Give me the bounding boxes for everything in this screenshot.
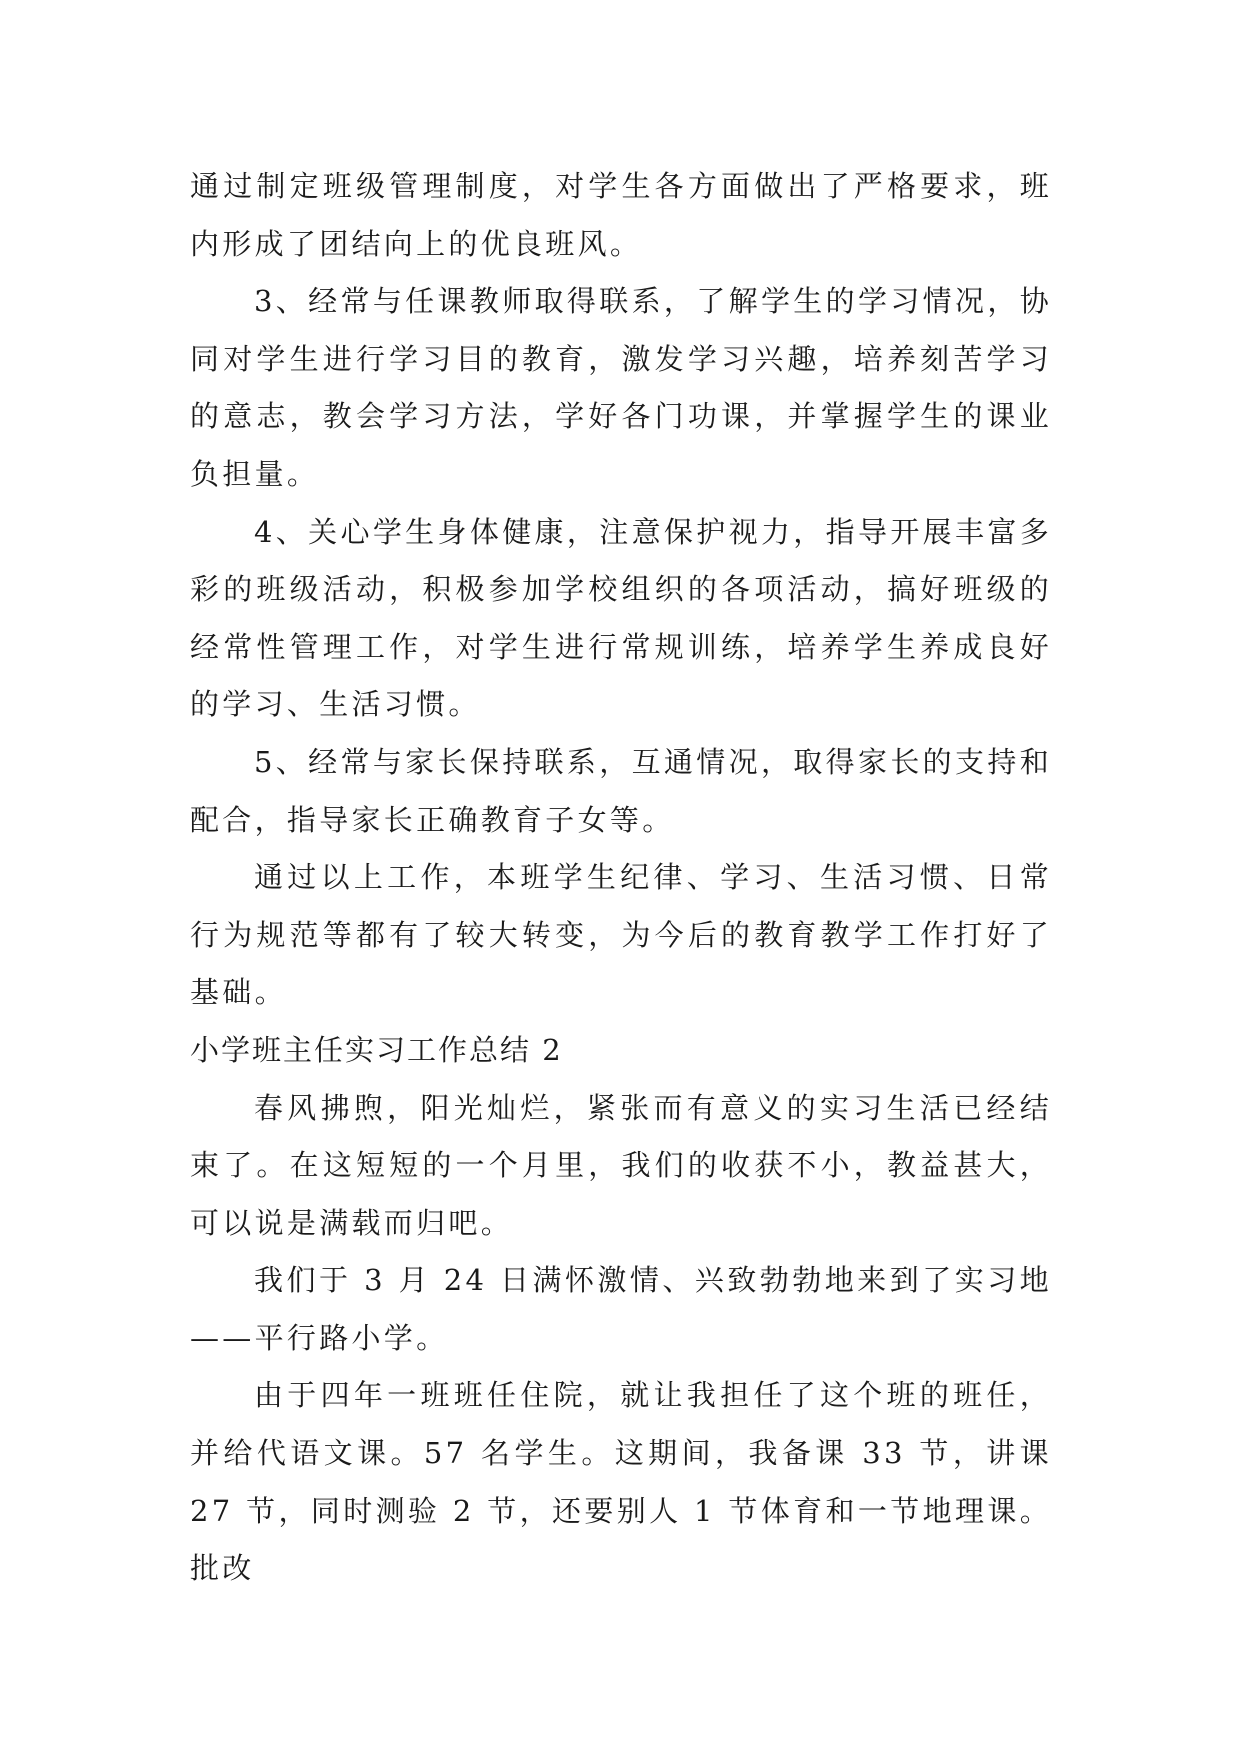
document-body [190,158,1052,1598]
paragraph-class-rules: 通过制定班级管理制度，对学生各方面做出了严格要求，班内形成了团结向上的优良班风。 [190,169,1052,261]
paragraph-item-4: 4、关心学生身体健康，注意保护视力，指导开展丰富多彩的班级活动，积极参加学校组织的各项活动，搞好班级的经常性管理工作，对学生进行常规训练，培养学生养成良好的学习、生活习惯。 [190,514,1052,722]
paragraph-intro: 春风拂煦，阳光灿烂，紧张而有意义的实习生活已经结束了。在这短短的一个月里，我们的收获不小，教益甚大，可以说是满载而归吧。 [190,1090,1052,1240]
paragraph-conclusion: 通过以上工作，本班学生纪律、学习、生活习惯、日常行为规范等都有了较大转变，为今后的教育教学工作打好了基础。 [190,860,1052,1010]
paragraph-duties: 由于四年一班班任住院，就让我担任了这个班的班任，并给代语文课。57 名学生。这期间，我备课 33 节，讲课 27 节，同时测验 2 节，还要别人 1 节体育和一节地理课。批改 [190,1378,1052,1586]
paragraph-item-3: 3、经常与任课教师取得联系，了解学生的学习情况，协同对学生进行学习目的教育，激发学习兴趣，培养刻苦学习的意志，教会学习方法，学好各门功课，并掌握学生的课业负担量。 [190,284,1052,491]
paragraph-arrival: 我们于 3 月 24 日满怀激情、兴致勃勃地来到了实习地——平行路小学。 [190,1263,1052,1355]
section-heading: 小学班主任实习工作总结 2 [190,1032,563,1067]
paragraph-item-5: 5、经常与家长保持联系，互通情况，取得家长的支持和配合，指导家长正确教育子女等。 [190,744,1052,837]
